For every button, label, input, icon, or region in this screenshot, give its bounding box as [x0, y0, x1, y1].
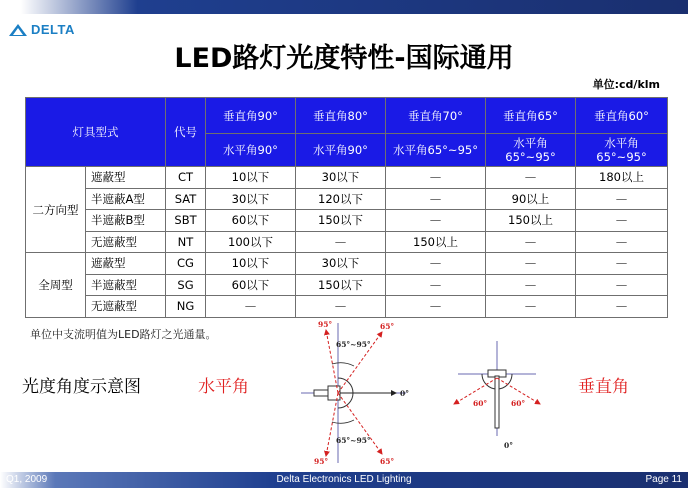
value-cell: 10以下	[206, 167, 296, 189]
v-label-left: 60°	[473, 399, 488, 408]
code-cell: SAT	[166, 188, 206, 210]
header-vertical: 垂直角65°	[486, 98, 576, 134]
h-label-bottom-left: 95°	[314, 457, 329, 466]
code-cell: SBT	[166, 210, 206, 232]
value-cell: —	[386, 167, 486, 189]
header-horizontal: 水平角 65°~95°	[486, 134, 576, 167]
h-label-top-right: 65°	[380, 322, 395, 331]
value-cell: —	[386, 253, 486, 275]
footnote: 单位中支流明值为LED路灯之光通量。	[30, 328, 217, 341]
table-row	[26, 167, 668, 189]
vertical-angle-label: 垂直角	[578, 377, 629, 397]
value-cell: 10以下	[206, 253, 296, 275]
diagram-caption: 光度角度示意图	[22, 377, 141, 397]
value-cell: —	[386, 210, 486, 232]
code-cell: NG	[166, 296, 206, 318]
value-cell: 180以上	[576, 167, 668, 189]
value-cell: —	[296, 231, 386, 253]
header-vertical: 垂直角80°	[296, 98, 386, 134]
code-cell: SG	[166, 274, 206, 296]
code-cell: CT	[166, 167, 206, 189]
value-cell: 150以上	[486, 210, 576, 232]
value-cell: 120以下	[296, 188, 386, 210]
footer-company: Delta Electronics LED Lighting	[276, 474, 412, 485]
group-label: 二方向型	[26, 167, 86, 253]
type-cell: 半遮蔽A型	[86, 188, 166, 210]
unit-label: 单位:cd/klm	[592, 78, 660, 91]
value-cell: 150以上	[386, 231, 486, 253]
value-cell: 60以下	[206, 210, 296, 232]
footer-page: Page 11	[645, 474, 682, 485]
top-bar	[0, 0, 688, 14]
delta-logo	[8, 22, 75, 37]
value-cell: —	[486, 296, 576, 318]
value-cell: 30以下	[296, 253, 386, 275]
value-cell: —	[576, 210, 668, 232]
value-cell: —	[486, 274, 576, 296]
value-cell: —	[576, 274, 668, 296]
header-horizontal: 水平角 65°~95°	[576, 134, 668, 167]
v-label-zero: 0°	[504, 441, 513, 450]
page-title: LED路灯光度特性-国际通用	[174, 43, 514, 74]
value-cell: 100以下	[206, 231, 296, 253]
value-cell: 30以下	[206, 188, 296, 210]
value-cell: 90以上	[486, 188, 576, 210]
header-horizontal: 水平角90°	[206, 134, 296, 167]
value-cell: 150以下	[296, 210, 386, 232]
header-horizontal: 水平角90°	[296, 134, 386, 167]
value-cell: —	[576, 231, 668, 253]
header-type: 灯具型式	[26, 98, 166, 167]
group-label: 全周型	[26, 253, 86, 318]
vertical-angle-diagram	[440, 336, 550, 454]
value-cell: —	[296, 296, 386, 318]
table-row	[26, 296, 668, 318]
code-cell: CG	[166, 253, 206, 275]
h-label-range-bottom: 65°~95°	[336, 436, 371, 445]
header-horizontal: 水平角65°~95°	[386, 134, 486, 167]
value-cell: —	[576, 296, 668, 318]
value-cell: —	[386, 274, 486, 296]
photometric-table	[25, 97, 668, 318]
h-label-top: 95°	[318, 320, 333, 329]
type-cell: 遮蔽型	[86, 253, 166, 275]
type-cell: 无遮蔽型	[86, 231, 166, 253]
type-cell: 遮蔽型	[86, 167, 166, 189]
horizontal-angle-label: 水平角	[198, 377, 249, 397]
table-row	[26, 253, 668, 275]
logo-text: DELTA	[31, 22, 75, 37]
value-cell: —	[486, 231, 576, 253]
header-code: 代号	[166, 98, 206, 167]
value-cell: 150以下	[296, 274, 386, 296]
table-row	[26, 231, 668, 253]
footer-bar	[0, 472, 688, 488]
table-row	[26, 274, 668, 296]
h-label-range-top: 65°~95°	[336, 340, 371, 349]
delta-triangle-icon	[8, 23, 28, 37]
v-label-right: 60°	[511, 399, 526, 408]
horizontal-angle-diagram	[296, 318, 426, 468]
value-cell: —	[206, 296, 296, 318]
type-cell: 半遮蔽型	[86, 274, 166, 296]
code-cell: NT	[166, 231, 206, 253]
header-vertical: 垂直角60°	[576, 98, 668, 134]
value-cell: —	[576, 188, 668, 210]
value-cell: 60以下	[206, 274, 296, 296]
type-cell: 半遮蔽B型	[86, 210, 166, 232]
h-label-bottom-right: 65°	[380, 457, 395, 466]
header-vertical: 垂直角90°	[206, 98, 296, 134]
table-row	[26, 210, 668, 232]
value-cell: —	[386, 188, 486, 210]
value-cell: —	[486, 167, 576, 189]
type-cell: 无遮蔽型	[86, 296, 166, 318]
value-cell: —	[576, 253, 668, 275]
value-cell: —	[486, 253, 576, 275]
value-cell: 30以下	[296, 167, 386, 189]
h-label-zero: 0°	[400, 389, 409, 398]
table-row	[26, 188, 668, 210]
footer-date: Q1, 2009	[6, 474, 48, 485]
value-cell: —	[386, 296, 486, 318]
header-vertical: 垂直角70°	[386, 98, 486, 134]
